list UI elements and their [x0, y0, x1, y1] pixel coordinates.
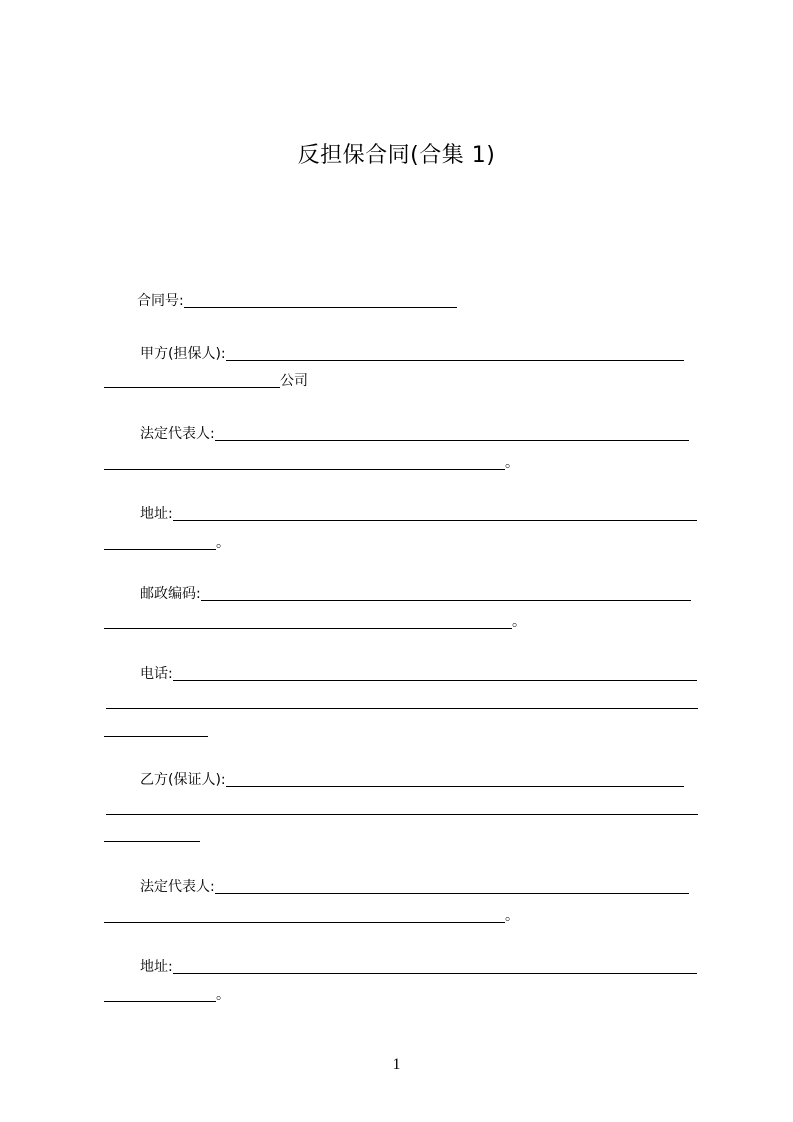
- party-b-legal-rep-row: [140, 877, 689, 897]
- party-a-phone-blank[interactable]: [173, 665, 697, 681]
- document-title: 反担保合同(合集 1): [297, 143, 496, 168]
- party-a-phone-row-3: [104, 720, 208, 740]
- party-a-label: 甲方(担保人):: [140, 346, 226, 362]
- party-a-legal-rep-blank-continued[interactable]: [104, 454, 505, 470]
- party-a-address-row-continued: [104, 533, 230, 553]
- party-b-blank[interactable]: [226, 771, 684, 787]
- party-b-address-blank-continued[interactable]: [104, 986, 216, 1002]
- party-b-blank-3[interactable]: [104, 826, 200, 842]
- party-a-phone-row: [140, 664, 697, 684]
- party-a-address-blank-continued[interactable]: [104, 534, 216, 550]
- party-b-address-blank[interactable]: [173, 958, 697, 974]
- party-a-address-row: [140, 504, 697, 524]
- party-a-row: [140, 344, 684, 364]
- party-a-phone-label: 电话:: [140, 666, 173, 682]
- party-a-postcode-suffix: 。: [512, 614, 526, 630]
- party-b-blank-2[interactable]: [106, 799, 698, 815]
- party-b-legal-rep-label: 法定代表人:: [140, 879, 215, 895]
- party-a-suffix: 公司: [280, 373, 308, 389]
- party-b-address-row-continued: [104, 985, 230, 1005]
- party-a-address-label: 地址:: [140, 506, 173, 522]
- party-a-postcode-label: 邮政编码:: [140, 586, 201, 602]
- party-b-address-suffix: 。: [216, 987, 230, 1003]
- party-a-blank[interactable]: [226, 345, 684, 361]
- party-b-address-label: 地址:: [140, 959, 173, 975]
- party-b-legal-rep-blank-continued[interactable]: [104, 907, 505, 923]
- party-a-postcode-blank[interactable]: [201, 585, 691, 601]
- party-a-legal-rep-blank[interactable]: [215, 425, 689, 441]
- party-b-row-2: [106, 798, 698, 818]
- party-a-phone-row-2: [106, 692, 698, 712]
- party-a-phone-blank-2[interactable]: [106, 693, 698, 709]
- party-a-postcode-row: [140, 584, 691, 604]
- contract-number-label: 合同号:: [137, 293, 184, 309]
- party-b-legal-rep-blank[interactable]: [215, 878, 689, 894]
- contract-number-blank[interactable]: [184, 292, 457, 308]
- party-a-legal-rep-row: [140, 424, 689, 444]
- party-a-row-continued: [104, 371, 308, 391]
- party-a-postcode-row-continued: [104, 612, 526, 632]
- party-a-legal-rep-suffix: 。: [505, 455, 519, 471]
- party-b-row: [140, 770, 684, 790]
- party-b-address-row: [140, 957, 697, 977]
- page-number: 1: [392, 1056, 401, 1073]
- party-a-legal-rep-row-continued: [104, 453, 519, 473]
- party-a-postcode-blank-continued[interactable]: [104, 613, 512, 629]
- party-b-label: 乙方(保证人):: [140, 772, 226, 788]
- party-b-legal-rep-row-continued: [104, 906, 519, 926]
- party-a-blank-continued[interactable]: [104, 372, 280, 388]
- party-a-address-blank[interactable]: [173, 505, 697, 521]
- party-b-row-3: [104, 825, 200, 845]
- party-a-legal-rep-label: 法定代表人:: [140, 426, 215, 442]
- party-b-legal-rep-suffix: 。: [505, 908, 519, 924]
- contract-number-row: [137, 291, 457, 311]
- party-a-phone-blank-3[interactable]: [104, 721, 208, 737]
- party-a-address-suffix: 。: [216, 535, 230, 551]
